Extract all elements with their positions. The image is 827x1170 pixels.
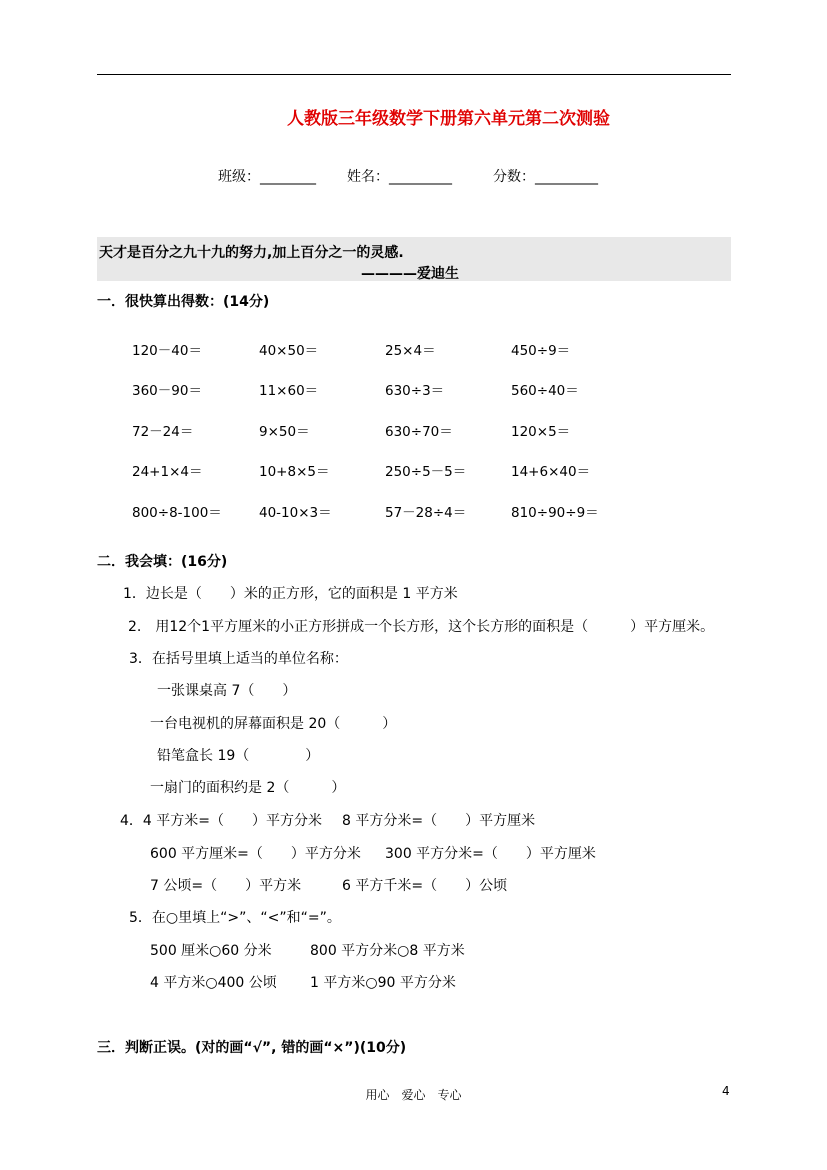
question-3c: 铅笔盒长 19（ ） <box>157 748 320 764</box>
question-5b-right: 1 平方米○90 平方分米 <box>310 975 456 991</box>
calc-item: 120－40＝ <box>132 343 202 359</box>
calc-item: 810÷90÷9＝ <box>511 505 599 521</box>
question-3b: 一台电视机的屏幕面积是 20（ ） <box>150 716 397 732</box>
question-3d: 一扇门的面积约是 2（ ） <box>150 780 346 796</box>
calc-item: 630÷3＝ <box>385 383 445 399</box>
calc-item: 800÷8-100＝ <box>132 505 222 521</box>
section1-heading: 一．很快算出得数：(14分) <box>97 294 270 310</box>
calc-item: 25×4＝ <box>385 343 436 359</box>
question-5b-left: 4 平方米○400 公顷 <box>150 975 277 991</box>
footer-text: 用心 爱心 专心 <box>365 1088 462 1102</box>
header-rule <box>97 74 731 75</box>
calc-item: 560÷40＝ <box>511 383 579 399</box>
score-field: 分数：_________ <box>493 169 598 185</box>
question-4c-right: 6 平方千米=（ ）公顷 <box>342 878 508 894</box>
calc-item: 10+8×5＝ <box>259 464 330 480</box>
question-4b-left: 600 平方厘米=（ ）平方分米 <box>150 846 361 862</box>
section2-heading: 二．我会填：(16分) <box>97 554 228 570</box>
quote-author: ————爱迪生 <box>361 266 459 282</box>
calc-item: 14+6×40＝ <box>511 464 591 480</box>
calc-item: 24+1×4＝ <box>132 464 203 480</box>
calc-item: 11×60＝ <box>259 383 319 399</box>
calc-item: 630÷70＝ <box>385 424 453 440</box>
question-5a-right: 800 平方分米○8 平方米 <box>310 943 465 959</box>
calc-item: 360－90＝ <box>132 383 202 399</box>
calc-item: 450÷9＝ <box>511 343 571 359</box>
page-number: 4 <box>722 1084 730 1098</box>
question-1: 1．边长是（ ）米的正方形，它的面积是 1 平方米 <box>123 586 458 602</box>
question-3a: 一张课桌高 7（ ） <box>157 683 297 699</box>
page-title: 人教版三年级数学下册第六单元第二次测验 <box>287 109 610 129</box>
question-4a-left: 4．4 平方米=（ ）平方分米 <box>120 813 322 829</box>
question-5: 5．在○里填上“>”、“<”和“=”。 <box>129 910 341 926</box>
question-4b-right: 300 平方分米=（ ）平方厘米 <box>385 846 596 862</box>
calc-item: 40-10×3＝ <box>259 505 332 521</box>
name-field: 姓名：_________ <box>347 169 452 185</box>
question-2: 2. 用12个1平方厘米的小正方形拼成一个长方形，这个长方形的面积是（ ）平方厘米。 <box>128 619 715 635</box>
question-4a-right: 8 平方分米=（ ）平方厘米 <box>342 813 536 829</box>
calc-item: 9×50＝ <box>259 424 310 440</box>
question-3: 3．在括号里填上适当的单位名称： <box>129 651 348 667</box>
calc-item: 250÷5－5＝ <box>385 464 467 480</box>
question-4c-left: 7 公顷=（ ）平方米 <box>150 878 302 894</box>
calc-item: 120×5＝ <box>511 424 571 440</box>
section3-heading: 三．判断正误。(对的画“√”, 错的画“×”)(10分) <box>97 1040 407 1056</box>
class-field: 班级：________ <box>218 169 316 185</box>
question-5a-left: 500 厘米○60 分米 <box>150 943 272 959</box>
calc-item: 57－28÷4＝ <box>385 505 467 521</box>
quote-text: 天才是百分之九十九的努力,加上百分之一的灵感. <box>99 245 404 261</box>
calc-item: 72－24＝ <box>132 424 194 440</box>
calc-item: 40×50＝ <box>259 343 319 359</box>
